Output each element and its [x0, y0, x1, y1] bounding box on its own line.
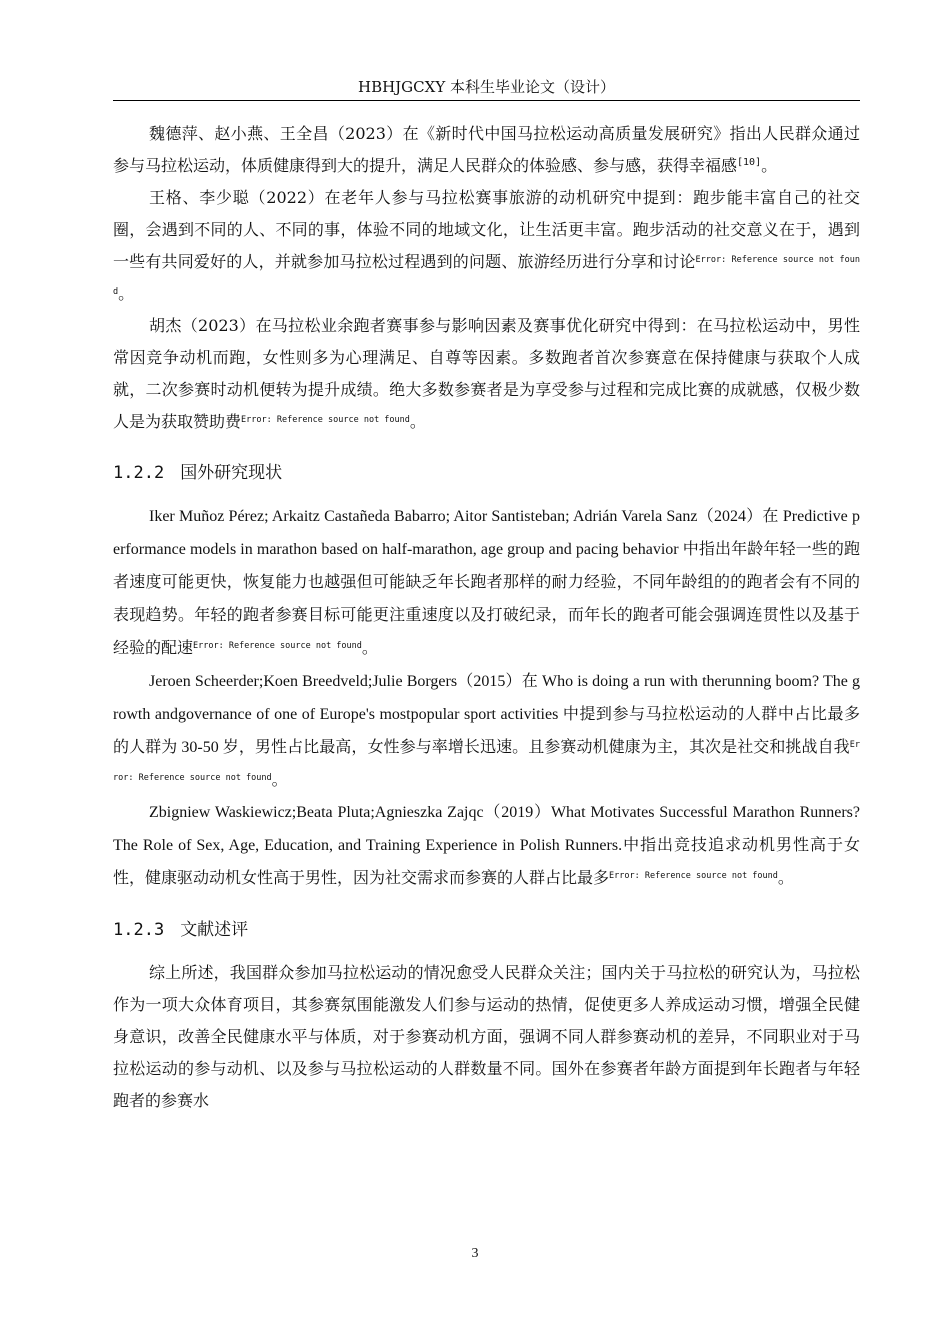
- section-number: 1.2.2: [113, 463, 165, 483]
- paragraph-text: Jeroen Scheerder;Koen Breedveld;Julie Borgers（2015）在 Who is doing a run with therunning boom? The growth andgovernance of one of Europe's mostpopular sport activities 中提到参与马拉松运动的人群中占比最多的人群为 30-50 岁，男性占比最高，女性参与率增长迅速。且参赛动机健康为主，其次是社交和挑战自我: [113, 673, 860, 756]
- paragraph-end: 。: [118, 284, 135, 303]
- paragraph-jeroen: [113, 665, 860, 796]
- body-content: [113, 118, 860, 1117]
- paragraph-end: 。: [361, 638, 378, 657]
- section-title: 国外研究现状: [180, 463, 283, 483]
- section-heading-review: [113, 917, 860, 943]
- paragraph-review: [113, 957, 860, 1117]
- paragraph-wangge: [113, 182, 860, 310]
- section-heading-foreign: [113, 460, 860, 486]
- paragraph-end: 。: [761, 156, 778, 175]
- paragraph-text: 胡杰（2023）在马拉松业余跑者赛事参与影响因素及赛事优化研究中得到：在马拉松运动中，男性常因竞争动机而跑，女性则多为心理满足、自尊等因素。多数跑者首次参赛意在保持健康与获取个人成就，二次参赛时动机便转为提升成绩。绝大多数参赛者是为享受参与过程和完成比赛的成就感，仅极少数人是为获取赞助费: [113, 316, 860, 431]
- paragraph-hujie: [113, 310, 860, 438]
- paragraph-text: Iker Muñoz Pérez; Arkaitz Castañeda Babarro; Aitor Santisteban; Adrián Varela Sanz（2024）在 Predictive performance models in marathon based on half-marathon, age group and pacing behavior 中指出年龄年轻一些的跑者速度可能更快，恢复能力也越强但可能缺乏年长跑者那样的耐力经验，不同年龄组的的跑者会有不同的表现趋势。年轻的跑者参赛目标可能更注重速度以及打破纪录，而年长的跑者可能会强调连贯性以及基于经验的配速: [113, 508, 860, 657]
- paragraph-zbigniew: [113, 796, 860, 895]
- citation-error-marker: Error: Reference source not found: [241, 415, 410, 425]
- paragraph-weideping: [113, 118, 860, 182]
- paragraph-text: 综上所述，我国群众参加马拉松运动的情况愈受人民群众关注；国内关于马拉松的研究认为，马拉松作为一项大众体育项目，其参赛氛围能激发人们参与运动的热情，促使更多人养成运动习惯，增强全民健身意识，改善全民健康水平与体质，对于参赛动机方面，强调不同人群参赛动机的差异，不同职业对于马拉松运动的参与动机、以及参与马拉松运动的人群数量不同。国外在参赛者年龄方面提到年长跑者与年轻跑者的参赛水: [113, 963, 860, 1110]
- citation-marker: [10]: [737, 157, 762, 168]
- paragraph-text: 魏德萍、赵小燕、王全昌（2023）在《新时代中国马拉松运动高质量发展研究》指出人民群众通过参与马拉松运动，体质健康得到大的提升，满足人民群众的体验感、参与感，获得幸福感: [113, 124, 860, 175]
- header-divider: [113, 100, 860, 101]
- section-number: 1.2.3: [113, 920, 165, 940]
- paragraph-end: 。: [409, 412, 426, 431]
- page-number: 3: [471, 1246, 479, 1261]
- paragraph-end: 。: [271, 770, 288, 789]
- citation-error-marker: Error: Reference source not found: [113, 740, 860, 783]
- running-header: HBHJGCXY 本科生毕业论文（设计）: [357, 78, 615, 96]
- citation-error-marker: Error: Reference source not found: [113, 255, 860, 297]
- paragraph-text: Zbigniew Waskiewicz;Beata Pluta;Agnieszka Zajqc（2019）What Motivates Successful Marathon Runners? The Role of Sex, Age, Education, and Training Experience in Polish Runners.中指出竞技追求动机男性高于女性，健康驱动动机女性高于男性，因为社交需求而参赛的人群占比最多: [113, 804, 860, 887]
- paragraph-end: 。: [777, 868, 794, 887]
- citation-error-marker: Error: Reference source not found: [193, 641, 362, 651]
- paragraph-iker: [113, 500, 860, 665]
- section-title: 文献述评: [180, 920, 249, 940]
- paragraph-text: 王格、李少聪（2022）在老年人参与马拉松赛事旅游的动机研究中提到：跑步能丰富自己的社交圈，会遇到不同的人、不同的事，体验不同的地域文化，让生活更丰富。跑步活动的社交意义在于，遇到一些有共同爱好的人，并就参加马拉松过程遇到的问题、旅游经历进行分享和讨论: [113, 188, 860, 271]
- citation-error-marker: Error: Reference source not found: [609, 871, 778, 881]
